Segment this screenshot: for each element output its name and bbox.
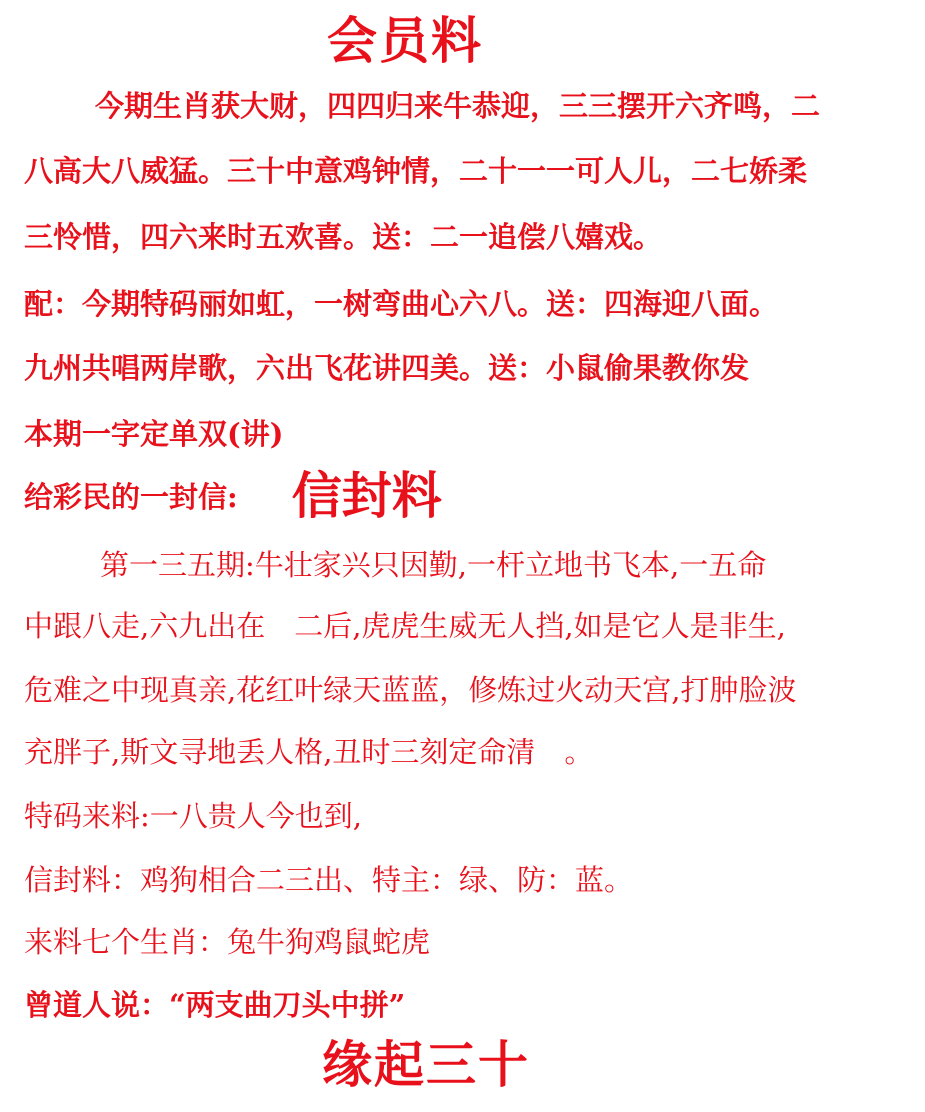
para1-line-2: 八高大八威猛。三十中意鸡钟情，二十一一可人儿，二七娇柔 — [24, 154, 808, 188]
jiuzhou-line: 九州共唱两岸歌，六出飞花讲四美。送：小鼠偷果教你发 — [24, 351, 750, 385]
para1-line-3: 三怜惜，四六来时五欢喜。送：二一追偿八嬉戏。 — [24, 220, 663, 254]
title-member-material: 会员料 — [327, 11, 483, 70]
pei-line: 配：今期特码丽如虹，一树弯曲心六八。送：四海迎八面。 — [24, 287, 779, 321]
zengdao-line: 曾道人说：“两支曲刀头中拼” — [24, 988, 406, 1022]
tema-line: 特码来料:一八贵人今也到, — [24, 799, 362, 833]
para2-line-1: 第一三五期:牛壮家兴只因勤,一杆立地书飞本,一五命 — [100, 548, 767, 582]
qige-line: 来料七个生肖：兔牛狗鸡鼠蛇虎 — [24, 925, 431, 959]
para1-line-1: 今期生肖获大财，四四归来牛恭迎，三三摆开六齐鸣，二 — [95, 89, 821, 123]
letter-line — [24, 466, 442, 525]
para2-line-4: 充胖子,斯文寻地丢人格,丑时三刻定命清 。 — [24, 735, 594, 769]
letter-label: 给彩民的一封信: — [24, 480, 238, 514]
danshuang-line: 本期一字定单双(讲) — [24, 417, 284, 451]
title-bottom: 缘起三十 — [322, 1035, 530, 1094]
title-envelope-material: 信封料 — [291, 466, 442, 525]
xinfeng-line: 信封料：鸡狗相合二三出、特主：绿、防：蓝。 — [24, 863, 634, 897]
para2-line-2: 中跟八走,六九出在 二后,虎虎生威无人挡,如是它人是非生, — [24, 609, 786, 643]
para2-line-3: 危难之中现真亲,花红叶绿天蓝蓝，修炼过火动天宫,打肿脸波 — [24, 673, 797, 707]
